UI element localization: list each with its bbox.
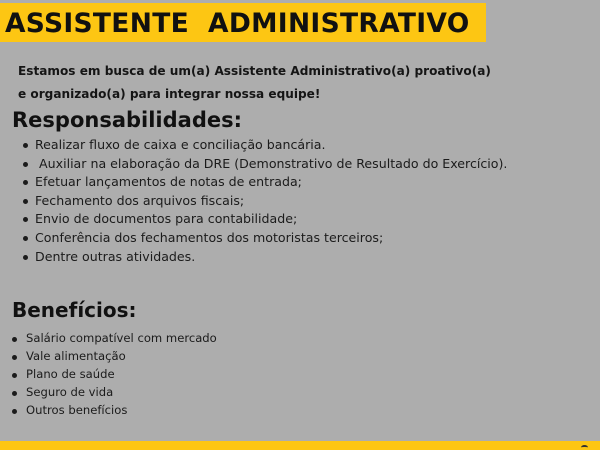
bullet-icon [23,143,28,148]
intro-line-1: Estamos em busca de um(a) Assistente Administrativo(a) proativo(a) [18,64,491,78]
list-item-text: Vale alimentação [26,348,126,363]
responsibilities-list [23,136,593,266]
benefits-heading: Benefícios: [12,298,137,322]
title-banner [0,3,486,42]
list-item-text: Envio de documentos para contabilidade; [35,211,298,227]
intro-paragraph [18,60,588,106]
bullet-icon [12,337,17,342]
list-item [23,248,593,267]
corner-mark-icon [581,445,588,450]
list-item [23,155,593,174]
bullet-icon [12,373,17,378]
list-item-text: Seguro de vida [26,384,114,399]
benefits-list [12,330,412,420]
list-item-text: Outros benefícios [26,402,128,417]
list-item [12,384,412,402]
intro-line-2: e organizado(a) para integrar nossa equipe! [18,87,321,101]
list-item-text: Plano de saúde [26,366,115,381]
page-title: ASSISTENTE ADMINISTRATIVO [5,8,470,39]
bullet-icon [23,162,28,167]
list-item-text: Efetuar lançamentos de notas de entrada; [35,174,302,190]
list-item [23,210,593,229]
list-item [12,330,412,348]
footer-bar [0,441,600,450]
list-item [23,136,593,155]
list-item-text: Conferência dos fechamentos dos motoristas terceiros; [35,229,384,245]
bullet-icon [23,236,28,241]
list-item-text: Salário compatível com mercado [26,331,217,345]
bullet-icon [12,355,17,360]
list-item-text: Fechamento dos arquivos fiscais; [35,192,245,208]
bullet-icon [23,180,28,185]
list-item [12,402,412,420]
list-item [12,348,412,366]
list-item [12,366,412,384]
bullet-icon [23,199,28,204]
responsibilities-heading: Responsabilidades: [12,108,242,132]
bullet-icon [12,391,17,396]
list-item [23,173,593,192]
list-item-text: Realizar fluxo de caixa e conciliação bancária. [35,137,326,152]
list-item [23,192,593,211]
bullet-icon [23,217,28,222]
list-item-text: Dentre outras atividades. [35,248,196,264]
bullet-icon [23,255,28,260]
list-item-text: Auxiliar na elaboração da DRE (Demonstrativo de Resultado do Exercício). [35,155,508,171]
list-item [23,229,593,248]
bullet-icon [12,409,17,414]
